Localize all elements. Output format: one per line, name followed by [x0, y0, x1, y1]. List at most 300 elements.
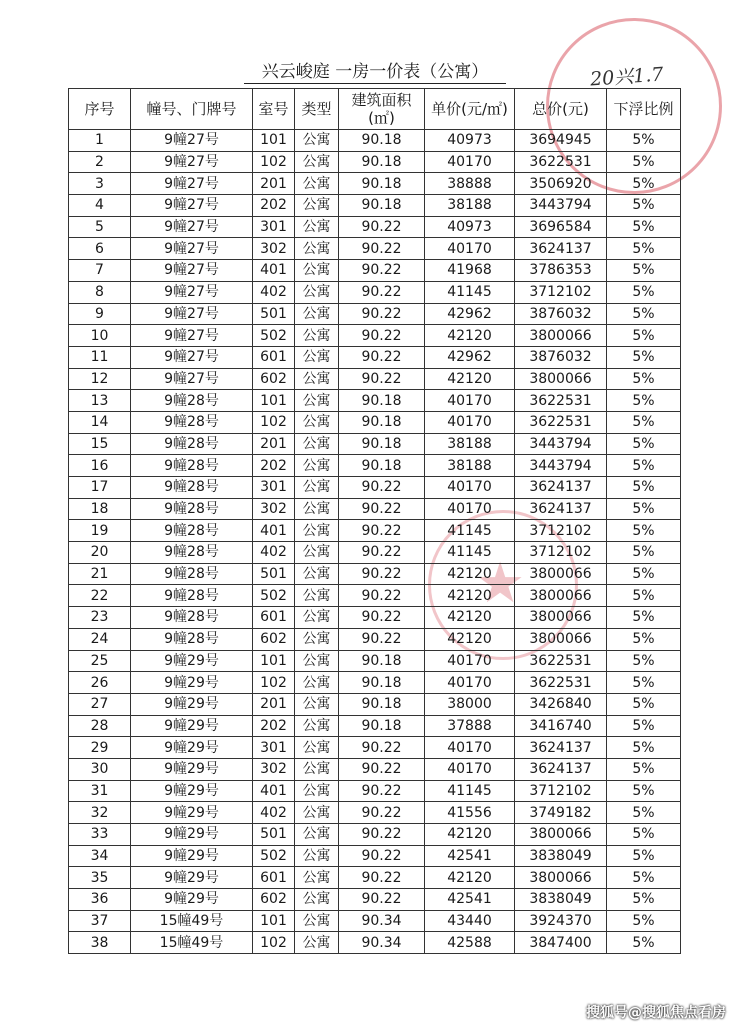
cell-discount: 5%	[607, 650, 681, 672]
cell-total-price: 3800066	[515, 628, 607, 650]
cell-seq: 27	[69, 693, 131, 715]
cell-room: 502	[253, 845, 295, 867]
header-discount: 下浮比例	[607, 89, 681, 130]
cell-room: 502	[253, 325, 295, 347]
table-row	[69, 867, 681, 889]
cell-total-price: 3622531	[515, 650, 607, 672]
table-row	[69, 780, 681, 802]
table-row	[69, 845, 681, 867]
table-row	[69, 520, 681, 542]
cell-building: 9幢28号	[131, 628, 253, 650]
cell-seq: 15	[69, 433, 131, 455]
cell-unit-price: 38188	[425, 195, 515, 217]
cell-room: 201	[253, 693, 295, 715]
cell-discount: 5%	[607, 498, 681, 520]
cell-seq: 23	[69, 607, 131, 629]
cell-building: 9幢28号	[131, 607, 253, 629]
cell-room: 102	[253, 932, 295, 954]
cell-area: 90.22	[339, 737, 425, 759]
cell-unit-price: 37888	[425, 715, 515, 737]
header-unit-price: 单价(元/㎡)	[425, 89, 515, 130]
cell-total-price: 3800066	[515, 368, 607, 390]
cell-area: 90.22	[339, 867, 425, 889]
cell-total-price: 3876032	[515, 346, 607, 368]
cell-type: 公寓	[295, 238, 339, 260]
table-row	[69, 802, 681, 824]
cell-seq: 8	[69, 281, 131, 303]
cell-building: 9幢29号	[131, 693, 253, 715]
cell-type: 公寓	[295, 628, 339, 650]
header-room: 室号	[253, 89, 295, 130]
cell-area: 90.22	[339, 216, 425, 238]
cell-discount: 5%	[607, 585, 681, 607]
cell-unit-price: 42120	[425, 325, 515, 347]
cell-total-price: 3624137	[515, 238, 607, 260]
cell-area: 90.22	[339, 520, 425, 542]
cell-discount: 5%	[607, 433, 681, 455]
cell-seq: 1	[69, 130, 131, 152]
cell-discount: 5%	[607, 889, 681, 911]
table-row	[69, 260, 681, 282]
cell-discount: 5%	[607, 910, 681, 932]
cell-area: 90.18	[339, 650, 425, 672]
cell-area: 90.22	[339, 303, 425, 325]
cell-unit-price: 40170	[425, 672, 515, 694]
cell-unit-price: 40170	[425, 737, 515, 759]
table-row	[69, 910, 681, 932]
cell-discount: 5%	[607, 325, 681, 347]
cell-discount: 5%	[607, 130, 681, 152]
cell-building: 9幢29号	[131, 802, 253, 824]
cell-discount: 5%	[607, 151, 681, 173]
cell-area: 90.22	[339, 368, 425, 390]
cell-unit-price: 40170	[425, 151, 515, 173]
cell-room: 102	[253, 672, 295, 694]
cell-unit-price: 41145	[425, 542, 515, 564]
cell-type: 公寓	[295, 737, 339, 759]
cell-room: 302	[253, 758, 295, 780]
cell-discount: 5%	[607, 802, 681, 824]
cell-discount: 5%	[607, 758, 681, 780]
cell-type: 公寓	[295, 542, 339, 564]
cell-total-price: 3624137	[515, 477, 607, 499]
cell-type: 公寓	[295, 607, 339, 629]
cell-total-price: 3800066	[515, 824, 607, 846]
cell-building: 9幢27号	[131, 238, 253, 260]
cell-area: 90.22	[339, 824, 425, 846]
cell-area: 90.22	[339, 607, 425, 629]
cell-seq: 14	[69, 411, 131, 433]
cell-seq: 18	[69, 498, 131, 520]
cell-discount: 5%	[607, 932, 681, 954]
cell-building: 9幢27号	[131, 173, 253, 195]
header-building: 幢号、门牌号	[131, 89, 253, 130]
cell-building: 9幢29号	[131, 672, 253, 694]
cell-total-price: 3800066	[515, 607, 607, 629]
table-row	[69, 368, 681, 390]
table-row	[69, 672, 681, 694]
table-row	[69, 216, 681, 238]
cell-unit-price: 42120	[425, 867, 515, 889]
cell-room: 601	[253, 867, 295, 889]
cell-area: 90.18	[339, 693, 425, 715]
cell-seq: 12	[69, 368, 131, 390]
cell-type: 公寓	[295, 780, 339, 802]
cell-room: 101	[253, 910, 295, 932]
cell-unit-price: 42120	[425, 607, 515, 629]
table-row	[69, 173, 681, 195]
cell-type: 公寓	[295, 650, 339, 672]
cell-discount: 5%	[607, 824, 681, 846]
table-row	[69, 628, 681, 650]
cell-area: 90.22	[339, 346, 425, 368]
cell-seq: 26	[69, 672, 131, 694]
cell-unit-price: 38000	[425, 693, 515, 715]
cell-area: 90.18	[339, 130, 425, 152]
cell-seq: 32	[69, 802, 131, 824]
cell-seq: 37	[69, 910, 131, 932]
cell-unit-price: 43440	[425, 910, 515, 932]
cell-area: 90.22	[339, 845, 425, 867]
cell-area: 90.22	[339, 260, 425, 282]
cell-seq: 16	[69, 455, 131, 477]
cell-building: 9幢27号	[131, 325, 253, 347]
cell-unit-price: 38888	[425, 173, 515, 195]
cell-discount: 5%	[607, 693, 681, 715]
table-row	[69, 303, 681, 325]
cell-type: 公寓	[295, 758, 339, 780]
cell-building: 9幢28号	[131, 477, 253, 499]
cell-room: 102	[253, 151, 295, 173]
table-row	[69, 195, 681, 217]
cell-unit-price: 41968	[425, 260, 515, 282]
cell-seq: 10	[69, 325, 131, 347]
cell-seq: 30	[69, 758, 131, 780]
cell-area: 90.18	[339, 433, 425, 455]
cell-seq: 11	[69, 346, 131, 368]
cell-total-price: 3712102	[515, 780, 607, 802]
cell-room: 502	[253, 585, 295, 607]
cell-building: 9幢27号	[131, 130, 253, 152]
table-row	[69, 325, 681, 347]
cell-room: 401	[253, 260, 295, 282]
cell-total-price: 3443794	[515, 195, 607, 217]
cell-area: 90.22	[339, 889, 425, 911]
cell-total-price: 3924370	[515, 910, 607, 932]
cell-building: 9幢28号	[131, 498, 253, 520]
cell-total-price: 3622531	[515, 411, 607, 433]
cell-building: 9幢29号	[131, 715, 253, 737]
cell-type: 公寓	[295, 910, 339, 932]
cell-total-price: 3712102	[515, 542, 607, 564]
cell-type: 公寓	[295, 867, 339, 889]
cell-total-price: 3838049	[515, 845, 607, 867]
cell-unit-price: 40170	[425, 758, 515, 780]
table-body	[69, 130, 681, 954]
cell-room: 301	[253, 216, 295, 238]
cell-building: 9幢29号	[131, 867, 253, 889]
table-row	[69, 238, 681, 260]
cell-type: 公寓	[295, 715, 339, 737]
cell-building: 9幢29号	[131, 845, 253, 867]
cell-discount: 5%	[607, 390, 681, 412]
cell-unit-price: 42541	[425, 845, 515, 867]
cell-total-price: 3749182	[515, 802, 607, 824]
header-seq: 序号	[69, 89, 131, 130]
header-type: 类型	[295, 89, 339, 130]
table-row	[69, 411, 681, 433]
table-row	[69, 390, 681, 412]
cell-area: 90.22	[339, 498, 425, 520]
cell-building: 9幢28号	[131, 411, 253, 433]
cell-discount: 5%	[607, 346, 681, 368]
cell-room: 402	[253, 542, 295, 564]
cell-type: 公寓	[295, 932, 339, 954]
cell-type: 公寓	[295, 585, 339, 607]
cell-unit-price: 41145	[425, 520, 515, 542]
cell-area: 90.22	[339, 325, 425, 347]
cell-type: 公寓	[295, 411, 339, 433]
cell-discount: 5%	[607, 195, 681, 217]
cell-type: 公寓	[295, 130, 339, 152]
cell-area: 90.22	[339, 780, 425, 802]
cell-type: 公寓	[295, 845, 339, 867]
cell-building: 9幢29号	[131, 737, 253, 759]
cell-discount: 5%	[607, 628, 681, 650]
cell-unit-price: 40973	[425, 216, 515, 238]
page-title: 兴云峻庭 一房一价表（公寓）	[244, 61, 506, 84]
table-row	[69, 130, 681, 152]
cell-area: 90.18	[339, 455, 425, 477]
cell-total-price: 3426840	[515, 693, 607, 715]
cell-building: 9幢28号	[131, 585, 253, 607]
cell-total-price: 3506920	[515, 173, 607, 195]
cell-room: 302	[253, 498, 295, 520]
cell-room: 102	[253, 411, 295, 433]
cell-building: 9幢28号	[131, 455, 253, 477]
cell-discount: 5%	[607, 216, 681, 238]
cell-total-price: 3800066	[515, 585, 607, 607]
cell-unit-price: 40973	[425, 130, 515, 152]
cell-building: 9幢27号	[131, 281, 253, 303]
table-row	[69, 889, 681, 911]
cell-room: 402	[253, 802, 295, 824]
cell-seq: 34	[69, 845, 131, 867]
table-row	[69, 932, 681, 954]
cell-total-price: 3786353	[515, 260, 607, 282]
cell-unit-price: 40170	[425, 390, 515, 412]
cell-area: 90.18	[339, 195, 425, 217]
cell-discount: 5%	[607, 260, 681, 282]
table-row	[69, 433, 681, 455]
cell-total-price: 3443794	[515, 455, 607, 477]
cell-seq: 19	[69, 520, 131, 542]
cell-unit-price: 38188	[425, 433, 515, 455]
cell-area: 90.34	[339, 932, 425, 954]
watermark: 搜狐号@搜狐焦点看房	[586, 1005, 726, 1021]
table-row	[69, 585, 681, 607]
cell-room: 501	[253, 563, 295, 585]
cell-discount: 5%	[607, 520, 681, 542]
cell-area: 90.18	[339, 173, 425, 195]
cell-unit-price: 38188	[425, 455, 515, 477]
cell-seq: 6	[69, 238, 131, 260]
cell-unit-price: 42120	[425, 824, 515, 846]
cell-total-price: 3622531	[515, 390, 607, 412]
cell-seq: 31	[69, 780, 131, 802]
cell-total-price: 3876032	[515, 303, 607, 325]
cell-area: 90.34	[339, 910, 425, 932]
cell-room: 602	[253, 628, 295, 650]
cell-unit-price: 40170	[425, 238, 515, 260]
price-table	[68, 88, 681, 954]
cell-discount: 5%	[607, 455, 681, 477]
cell-type: 公寓	[295, 216, 339, 238]
cell-type: 公寓	[295, 455, 339, 477]
cell-seq: 38	[69, 932, 131, 954]
cell-type: 公寓	[295, 325, 339, 347]
cell-total-price: 3622531	[515, 672, 607, 694]
cell-discount: 5%	[607, 867, 681, 889]
cell-seq: 33	[69, 824, 131, 846]
cell-unit-price: 42962	[425, 303, 515, 325]
cell-building: 15幢49号	[131, 910, 253, 932]
cell-building: 9幢28号	[131, 433, 253, 455]
cell-type: 公寓	[295, 368, 339, 390]
cell-room: 601	[253, 346, 295, 368]
cell-area: 90.22	[339, 542, 425, 564]
header-area: 建筑面积(㎡)	[339, 89, 425, 130]
table-row	[69, 346, 681, 368]
cell-seq: 20	[69, 542, 131, 564]
table-row	[69, 542, 681, 564]
handwritten-date: 20兴1.7	[589, 63, 665, 91]
cell-room: 401	[253, 780, 295, 802]
table-row	[69, 455, 681, 477]
cell-type: 公寓	[295, 151, 339, 173]
cell-room: 202	[253, 455, 295, 477]
cell-room: 501	[253, 303, 295, 325]
cell-type: 公寓	[295, 390, 339, 412]
cell-discount: 5%	[607, 411, 681, 433]
cell-seq: 17	[69, 477, 131, 499]
table-row	[69, 758, 681, 780]
cell-building: 9幢27号	[131, 151, 253, 173]
cell-building: 9幢28号	[131, 520, 253, 542]
cell-area: 90.22	[339, 628, 425, 650]
cell-type: 公寓	[295, 802, 339, 824]
cell-seq: 25	[69, 650, 131, 672]
cell-seq: 4	[69, 195, 131, 217]
cell-total-price: 3800066	[515, 867, 607, 889]
cell-type: 公寓	[295, 693, 339, 715]
cell-building: 9幢29号	[131, 889, 253, 911]
cell-seq: 3	[69, 173, 131, 195]
table-row	[69, 281, 681, 303]
cell-room: 501	[253, 824, 295, 846]
cell-type: 公寓	[295, 563, 339, 585]
cell-unit-price: 41556	[425, 802, 515, 824]
table-row	[69, 824, 681, 846]
cell-room: 101	[253, 130, 295, 152]
cell-total-price: 3624137	[515, 758, 607, 780]
cell-unit-price: 42120	[425, 368, 515, 390]
cell-seq: 21	[69, 563, 131, 585]
cell-building: 9幢27号	[131, 216, 253, 238]
cell-type: 公寓	[295, 346, 339, 368]
cell-room: 402	[253, 281, 295, 303]
cell-type: 公寓	[295, 889, 339, 911]
cell-type: 公寓	[295, 281, 339, 303]
header-total-price: 总价(元)	[515, 89, 607, 130]
cell-type: 公寓	[295, 672, 339, 694]
cell-unit-price: 42962	[425, 346, 515, 368]
cell-unit-price: 42541	[425, 889, 515, 911]
cell-total-price: 3624137	[515, 737, 607, 759]
cell-type: 公寓	[295, 433, 339, 455]
cell-building: 9幢28号	[131, 563, 253, 585]
cell-total-price: 3696584	[515, 216, 607, 238]
table-row	[69, 563, 681, 585]
cell-type: 公寓	[295, 303, 339, 325]
cell-discount: 5%	[607, 845, 681, 867]
table-row	[69, 650, 681, 672]
cell-building: 9幢27号	[131, 346, 253, 368]
cell-seq: 36	[69, 889, 131, 911]
cell-total-price: 3622531	[515, 151, 607, 173]
cell-room: 301	[253, 737, 295, 759]
cell-room: 401	[253, 520, 295, 542]
cell-seq: 29	[69, 737, 131, 759]
cell-discount: 5%	[607, 173, 681, 195]
cell-area: 90.18	[339, 151, 425, 173]
cell-area: 90.22	[339, 477, 425, 499]
table-row	[69, 607, 681, 629]
cell-unit-price: 42120	[425, 563, 515, 585]
table-row	[69, 693, 681, 715]
cell-room: 101	[253, 390, 295, 412]
cell-total-price: 3694945	[515, 130, 607, 152]
cell-room: 602	[253, 889, 295, 911]
cell-total-price: 3800066	[515, 325, 607, 347]
cell-unit-price: 42588	[425, 932, 515, 954]
table-row	[69, 737, 681, 759]
cell-total-price: 3416740	[515, 715, 607, 737]
cell-room: 302	[253, 238, 295, 260]
cell-room: 201	[253, 173, 295, 195]
cell-room: 202	[253, 195, 295, 217]
cell-area: 90.18	[339, 411, 425, 433]
cell-discount: 5%	[607, 607, 681, 629]
cell-total-price: 3712102	[515, 520, 607, 542]
cell-total-price: 3838049	[515, 889, 607, 911]
cell-seq: 5	[69, 216, 131, 238]
cell-seq: 7	[69, 260, 131, 282]
cell-area: 90.22	[339, 281, 425, 303]
cell-room: 201	[253, 433, 295, 455]
cell-building: 9幢27号	[131, 303, 253, 325]
table-row	[69, 151, 681, 173]
cell-unit-price: 41145	[425, 281, 515, 303]
cell-building: 9幢29号	[131, 758, 253, 780]
cell-seq: 22	[69, 585, 131, 607]
cell-type: 公寓	[295, 498, 339, 520]
cell-building: 9幢29号	[131, 780, 253, 802]
cell-unit-price: 42120	[425, 585, 515, 607]
cell-type: 公寓	[295, 477, 339, 499]
cell-seq: 28	[69, 715, 131, 737]
cell-discount: 5%	[607, 542, 681, 564]
